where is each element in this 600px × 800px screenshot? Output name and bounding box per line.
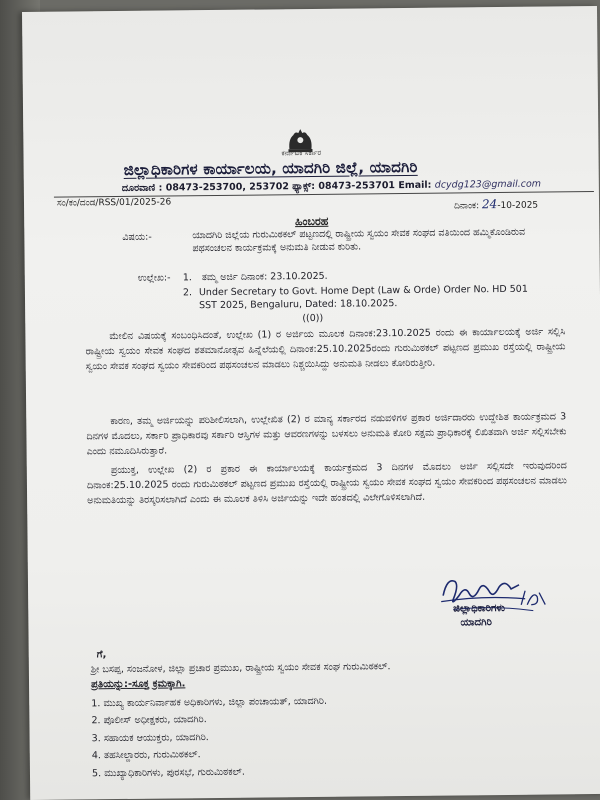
copies-list — [91, 693, 328, 782]
signatory-place: ಯಾದಗಿರಿ — [460, 617, 492, 629]
list-item: 3. ಸಹಾಯಕ ಆಯುಕ್ತರು, ಯಾದಗಿರಿ. — [91, 731, 209, 745]
to-label: ಗೆ, — [96, 649, 107, 661]
reference-text-1: ತಮ್ಮ ಅರ್ಜಿ ದಿನಾಂಕ: 23.10.2025. — [201, 270, 328, 284]
reference-number-2: 2. — [182, 287, 193, 299]
date-month-year: -10-2025 — [497, 200, 539, 212]
fax-label: ಫ್ಯಾಕ್ಸ್: — [292, 180, 316, 193]
list-item: 5. ಮುಖ್ಯಾಧಿಕಾರಿಗಳು, ಪುರಸಭೆ, ಗುರುಮಿಠಕಲ್. — [91, 766, 245, 779]
copies-label: ಪ್ರತಿಯನ್ನು:-ಸೂಕ್ತ ಕ್ರಮಕ್ಕಾಗಿ. — [90, 678, 186, 691]
fax-number: 08473-253701 — [318, 180, 396, 192]
paragraph-2-text: ಕಾರಣ, ತಮ್ಮ ಅರ್ಜಿಯನ್ನು ಪರಿಶೀಲಿಸಲಾಗಿ, ಉಲ್ಲೇಖಿತ (2) ರ ಮಾನ್ಯ ಸರ್ಕಾರದ ನಡುವಳಿಗಳ ಪ್ರಕಾರ ಅರ್ಜಿದಾರರು ಉದ್ದೇಶಿತ ಕಾರ್ಯಕ್ರಮದ 3 ದಿನಗಳ ಮೊದಲು, ಸರ್ಕಾರಿ ಪ್ರಾಧಿಕಾರವು ಸರ್ಕಾರಿ ಆಸ್ತಿಗಳ ಮತ್ತು ಆವರಣಗಳನ್ನು ಬಳಸಲು ಅನುಮತಿ ಕೋರಿ ಸಕ್ಷಮ ಪ್ರಾಧಿಕಾರಕ್ಕೆ ಲಿಖಿತವಾಗಿ ಅರ್ಜಿ ಸಲ್ಲಿಸಬೇಕು ಎಂದು ನಮೂದಿಸಿರುತ್ತಾರೆ. — [86, 411, 567, 458]
reference-tail-mark: ((0)) — [302, 312, 324, 325]
subject-text: ಯಾದಗಿರಿ ಜಿಲ್ಲೆಯ ಗುರುಮಿಠಕಲ್ ಪಟ್ಟಣದಲ್ಲಿ ರಾಷ್ಟ್ರೀಯ ಸ್ವಯಂ ಸೇವಕ ಸಂಘದ ವತಿಯಿಂದ ಹಮ್ಮಿಕೊಂಡಿರುವ ಪಥಸಂಚಲನ ಕಾರ್ಯಕ್ರಮಕ್ಕೆ ಅನುಮತಿ ನೀಡುವ ಕುರಿತು. — [192, 226, 526, 255]
signatory-designation: ಜಿಲ್ಲಾಧಿಕಾರಿಗಳು — [453, 602, 506, 615]
document-heading: ಹಿಂಬರಹ — [294, 214, 329, 229]
list-item: 1. ಮುಖ್ಯ ಕಾರ್ಯನಿರ್ವಾಹಕ ಅಧಿಕಾರಿಗಳು, ಜಿಲ್ಲಾ ಪಂಚಾಯತ್, ಯಾದಗಿರಿ. — [91, 695, 328, 710]
phone-number: 08473-253700, 253702 — [165, 181, 289, 194]
office-title: ಜಿಲ್ಲಾಧಿಕಾರಿಗಳ ಕಾರ್ಯಾಲಯ, ಯಾದಗಿರಿ ಜಿಲ್ಲೆ, ಯಾದಗಿರಿ — [123, 157, 418, 179]
body-paragraph — [87, 458, 567, 509]
government-label: ಕರ್ನಾಟಕ ಸರ್ಕಾರ — [281, 148, 322, 158]
date-label: ದಿನಾಂಕ: — [454, 201, 480, 212]
reference-item — [183, 282, 563, 312]
list-item: 4. ತಹಸೀಲ್ದಾರರು, ಗುರುಮಿಠಕಲ್. — [91, 749, 201, 762]
subject-label: ವಿಷಯ:- — [122, 231, 152, 243]
references-label: ಉಲ್ಲೇಖ:- — [137, 272, 171, 284]
addressee: ಶ್ರೀ ಬಸಪ್ಪ, ಸಂಜನೋಳ, ಜಿಲ್ಲಾ ಪ್ರಚಾರ ಪ್ರಮುಖ, ರಾಷ್ಟ್ರೀಯ ಸ್ವಯಂ ಸೇವಕ ಸಂಘ ಗುರುಮಿಠಕಲ್. — [90, 661, 391, 676]
reference-text-2: Under Secretary to Govt. Home Dept (Law & Orde) Order No. HD 501 SST 2025, Bengaluru, Dated: 18.10.2025. — [198, 283, 528, 312]
email-label: Email: — [398, 179, 432, 192]
letter-page — [22, 6, 600, 800]
paragraph-1-text: ಮೇಲಿನ ವಿಷಯಕ್ಕೆ ಸಂಬಂಧಿಸಿದಂತೆ, ಉಲ್ಲೇಖ (1) ರ ಅರ್ಜಿಯ ಮೂಲಕ ದಿನಾಂಕ:23.10.2025 ರಂದು ಈ ಕಾರ್ಯಾಲಯಕ್ಕೆ ಅರ್ಜಿ ಸಲ್ಲಿಸಿ ರಾಷ್ಟ್ರೀಯ ಸ್ವಯಂ ಸೇವಕ ಸಂಘದ ಶತಮಾನೋತ್ಸವ ಹಿನ್ನೆಲೆಯಲ್ಲಿ ದಿನಾಂಕ:25.10.2025ರಂದು ಗುರುಮಿಠಕಲ್ ಪಟ್ಟಣದ ಪ್ರಮುಖ ರಸ್ತೆಯಲ್ಲಿ ರಾಷ್ಟ್ರೀಯ ಸ್ವಯಂ ಸೇವಕ ಸಂಘದ ಸ್ವಯಂ ಸೇವಕರಿಂದ ಪಥಸಂಚಲನ ಮಾಡಲು ನಿಶ್ಚಯಿಸಿದ್ದು ಅನುಮತಿ ನೀಡಲು ಕೋರಿರುತ್ತೀರಿ. — [85, 326, 566, 373]
date-day-handwritten: 24 — [481, 197, 498, 212]
email-address: dcydg123@gmail.com — [434, 178, 542, 191]
body-paragraph — [86, 409, 566, 460]
handwritten-signature-icon — [433, 564, 554, 625]
list-item: 2. ಪೊಲೀಸ್ ಅಧೀಕ್ಷಕರು, ಯಾದಗಿರಿ. — [91, 714, 207, 727]
phone-label: ದೂರವಾಣಿ : — [121, 182, 163, 194]
reference-number-1: 1. — [182, 272, 192, 284]
paragraph-3-text: ಪ್ರಯುಕ್ತ, ಉಲ್ಲೇಖ (2) ರ ಪ್ರಕಾರ ಈ ಕಾರ್ಯಾಲಯಕ್ಕೆ ಕಾರ್ಯಕ್ರಮದ 3 ದಿನಗಳ ಮೊದಲು ಅರ್ಜಿ ಸಲ್ಲಿಸದೇ ಇರುವುದರಿಂದ ದಿನಾಂಕ:25.10.2025 ರಂದು ಗುರುಮಿಠಕಲ್ ಪಟ್ಟಣದ ಪ್ರಮುಖ ರಸ್ತೆಯಲ್ಲಿ ರಾಷ್ಟ್ರೀಯ ಸ್ವಯಂ ಸೇವಕ ಸಂಘದ ಸ್ವಯಂ ಸೇವಕರಿಂದ ಪಥಸಂಚಲನ ಮಾಡಲು ಅನುಮತಿಯನ್ನು ತಿರಸ್ಕರಿಸಲಾಗಿದೆ ಎಂದು ಈ ಮೂಲಕ ತಿಳಿಸಿ ಅರ್ಜಿಯನ್ನು ಇದೇ ಹಂತದಲ್ಲಿ ವಿಲೇಗೊಳಿಸಲಾಗಿದೆ. — [86, 460, 567, 507]
letter-date — [454, 197, 538, 212]
reference-number: ಸಂ/ಕಂ/ದಂಡ/RSS/01/2025-26 — [56, 197, 172, 209]
reference-item — [183, 271, 328, 284]
body-paragraph — [85, 324, 565, 375]
